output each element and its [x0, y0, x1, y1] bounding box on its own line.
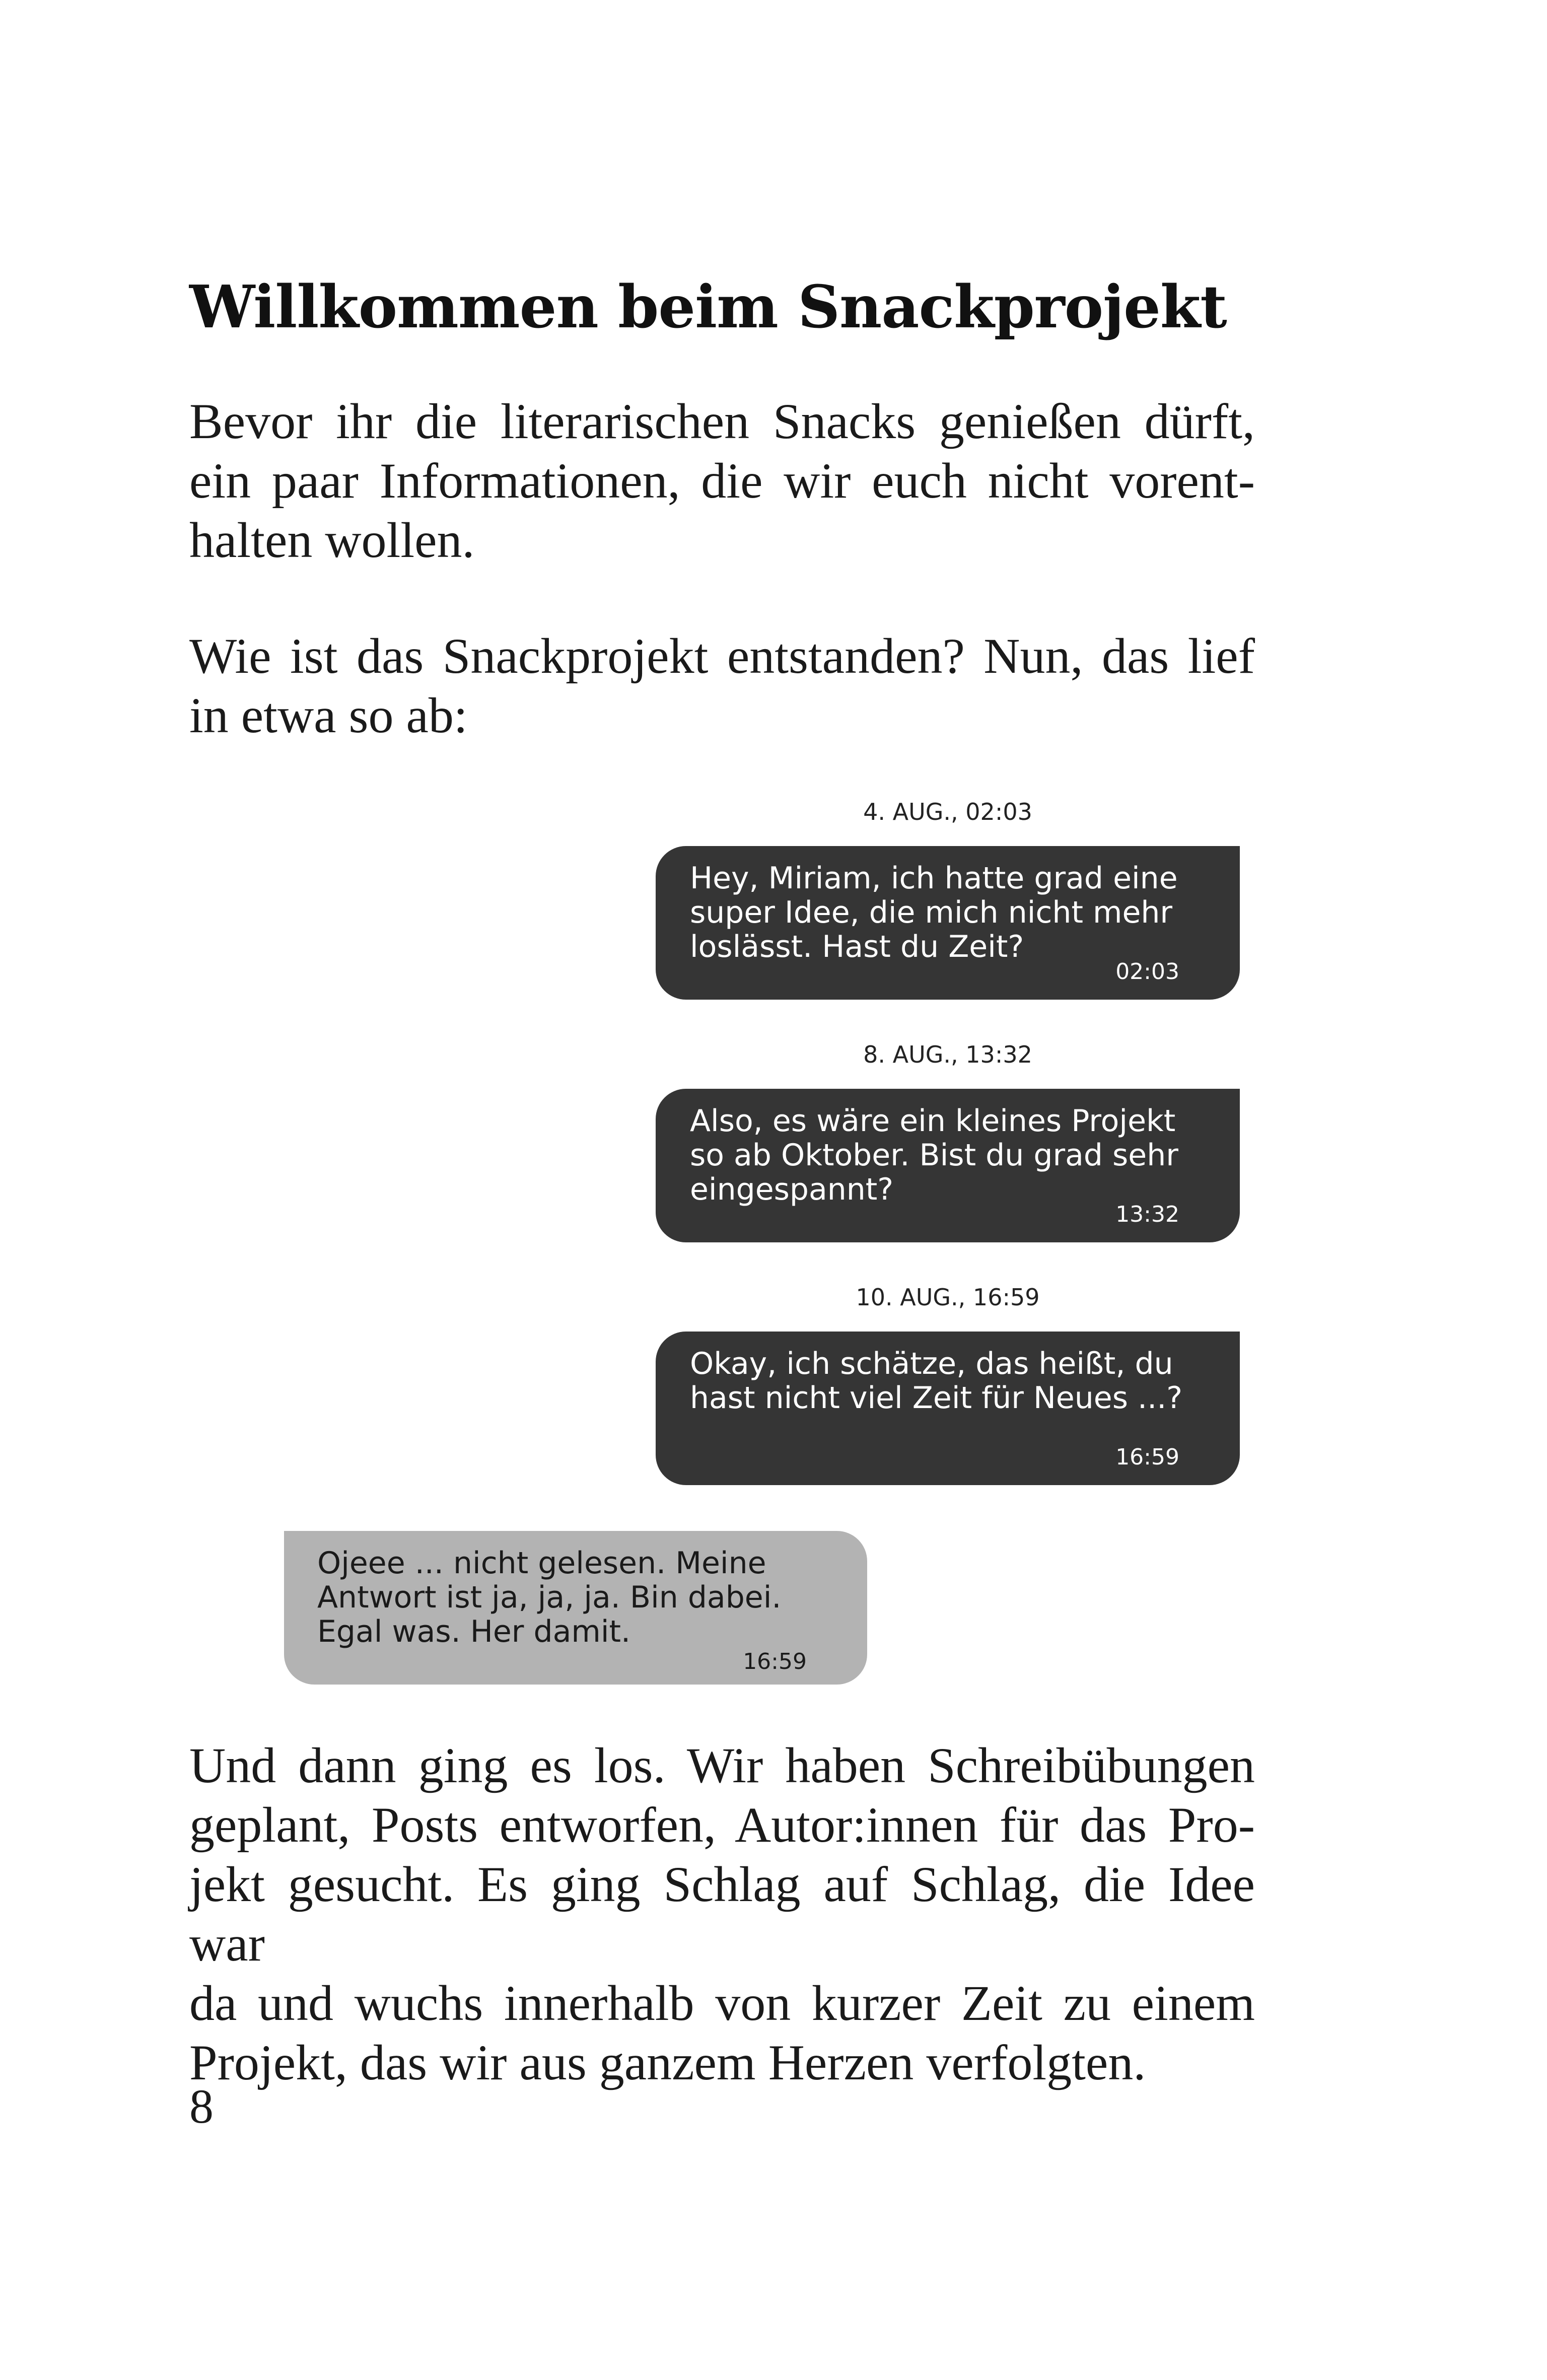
closing-line: jekt gesucht. Es ging Schlag auf Schlag, die Idee war — [189, 1856, 1255, 1972]
message-line: Okay, ich schätze, das heißt, du — [690, 1346, 1173, 1381]
closing-line: Projekt, das wir aus ganzem Herzen verfolgten. — [189, 2035, 1146, 2090]
chat-bubble-outgoing — [656, 846, 1240, 1000]
intro-line: halten wollen. — [189, 512, 475, 568]
message-time: 16:59 — [743, 1649, 807, 1674]
message-line: so ab Oktober. Bist du grad sehr — [690, 1138, 1178, 1173]
intro-line: ein paar Informationen, die wir euch nicht vorent- — [189, 453, 1255, 509]
message-line: super Idee, die mich nicht mehr — [690, 895, 1173, 930]
intro-line: Bevor ihr die literarischen Snacks genießen dürft, — [189, 393, 1255, 449]
chat-bubble-outgoing — [656, 1089, 1240, 1242]
closing-line: da und wuchs innerhalb von kurzer Zeit zu einem — [189, 1975, 1255, 2031]
message-time: 02:03 — [1115, 959, 1179, 985]
chat-bubble-incoming — [284, 1531, 867, 1685]
message-line: eingespannt? — [690, 1172, 894, 1207]
chat-bubble-outgoing — [656, 1332, 1240, 1485]
closing-line: geplant, Posts entworfen, Autor:innen für das Pro- — [189, 1797, 1255, 1853]
message-line: hast nicht viel Zeit für Neues ...? — [690, 1380, 1183, 1416]
message-line: Egal was. Her damit. — [317, 1614, 631, 1649]
closing-line: Und dann ging es los. Wir haben Schreibübungen — [189, 1737, 1255, 1793]
message-line: Antwort ist ja, ja, ja. Bin dabei. — [317, 1580, 782, 1615]
message-line: Hey, Miriam, ich hatte grad eine — [690, 861, 1178, 896]
message-time: 16:59 — [1115, 1444, 1179, 1470]
chat-date-stamp: 10. AUG., 16:59 — [856, 1284, 1040, 1311]
chat-date-stamp: 4. AUG., 02:03 — [863, 798, 1032, 825]
message-time: 13:32 — [1115, 1202, 1179, 1227]
chat-date-stamp: 8. AUG., 13:32 — [863, 1041, 1032, 1068]
message-line: loslässt. Hast du Zeit? — [690, 929, 1024, 964]
page-number: 8 — [189, 2079, 214, 2133]
closing-paragraph — [189, 1736, 1255, 2092]
question-line: Wie ist das Snackprojekt entstanden? Nun, das lief — [189, 628, 1255, 684]
question-line: in etwa so ab: — [189, 687, 468, 743]
message-line: Ojeee ... nicht gelesen. Meine — [317, 1546, 766, 1581]
message-line: Also, es wäre ein kleines Projekt — [690, 1103, 1176, 1139]
chapter-heading: Willkommen beim Snackprojekt — [189, 273, 1227, 341]
